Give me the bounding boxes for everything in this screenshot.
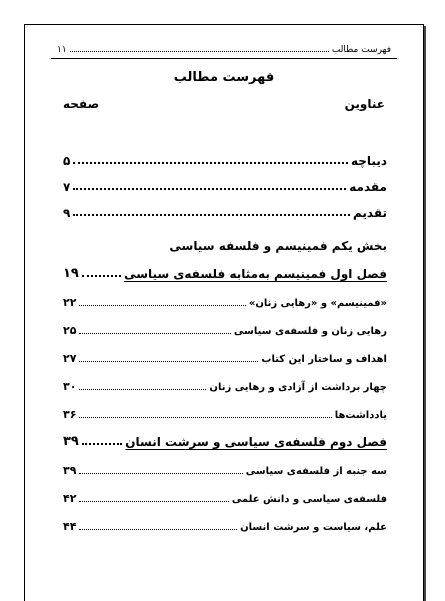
dot-leader	[79, 527, 237, 530]
document-page	[24, 24, 424, 601]
section-page: ۳۰	[63, 380, 77, 393]
toc-section[interactable]	[63, 449, 387, 477]
section-title: یادداشت‌ها	[334, 410, 387, 421]
toc-section[interactable]	[63, 477, 387, 505]
toc-entry-title: تقدیم	[353, 206, 387, 220]
dot-leader	[79, 415, 331, 418]
dot-leader	[73, 186, 346, 190]
section-title: «فمینیسم» و «رهایی زنان»	[248, 298, 387, 309]
toc-section[interactable]	[63, 337, 387, 365]
toc-entry-dedication[interactable]	[63, 194, 387, 220]
section-title: سه جنبه از فلسفه‌ی سیاسی	[245, 466, 387, 477]
section-page: ۴۴	[63, 520, 77, 533]
section-title: اهداف و ساختار این کتاب	[261, 354, 387, 365]
section-title: فلسفه‌ی سیاسی و دانش علمی	[231, 494, 387, 505]
titles-column-heading: عناوین	[344, 97, 385, 111]
toc-entry-page: ۹	[63, 206, 71, 220]
dot-leader	[73, 160, 348, 164]
section-page: ۳۹	[63, 464, 77, 477]
running-head	[57, 39, 391, 55]
section-page: ۲۲	[63, 296, 77, 309]
part-title: بخش یکم فمینیسم و فلسفه سیاسی	[169, 239, 387, 253]
chapter-page: ۳۹	[63, 434, 79, 449]
dot-leader	[82, 441, 122, 445]
toc-entry-page: ۷	[63, 180, 71, 194]
toc-section[interactable]	[63, 365, 387, 393]
section-title: رهایی زنان و فلسفه‌ی سیاسی	[233, 326, 387, 337]
chapter-title: فصل دوم فلسفه‌ی سیاسی و سرشت انسان	[125, 435, 387, 449]
toc-section[interactable]	[63, 505, 387, 533]
toc-column-headings	[63, 97, 385, 115]
section-title: چهار برداشت از آزادی و رهایی زنان	[209, 382, 387, 393]
section-page: ۲۷	[63, 352, 77, 365]
running-head-title: فهرست مطالب	[331, 45, 391, 55]
toc-section[interactable]	[63, 309, 387, 337]
toc-entry-title: مقدمه	[349, 180, 387, 194]
page-column-heading: صفحه	[63, 97, 100, 111]
section-page: ۳۶	[63, 408, 77, 421]
page-number: ۱۱	[57, 45, 67, 55]
dot-leader	[79, 387, 206, 390]
dot-leader	[79, 499, 228, 502]
toc-part-heading	[63, 227, 387, 253]
spacer	[63, 220, 387, 227]
toc-entry-introduction[interactable]	[63, 168, 387, 194]
dot-leader	[79, 359, 258, 362]
dot-leader	[79, 331, 230, 334]
section-page: ۲۵	[63, 324, 77, 337]
header-rule	[51, 58, 397, 59]
dot-leader	[79, 303, 245, 306]
dot-leader	[82, 273, 121, 277]
chapter-title: فصل اول فمینیسم به‌مثابه فلسفه‌ی سیاسی	[124, 267, 387, 281]
running-head-leader	[70, 49, 329, 52]
section-page: ۴۲	[63, 492, 77, 505]
toc-section[interactable]	[63, 393, 387, 421]
toc-chapter-two[interactable]	[63, 421, 387, 449]
toc-entry-preface[interactable]	[63, 142, 387, 168]
toc-chapter-one[interactable]	[63, 253, 387, 281]
toc-entry-page: ۵	[63, 154, 71, 168]
toc-entry-title: دیباچه	[351, 154, 387, 168]
dot-leader	[73, 212, 350, 216]
dot-leader	[79, 471, 242, 474]
toc-section[interactable]	[63, 281, 387, 309]
chapter-page: ۱۹	[63, 266, 79, 281]
section-title: علم، سیاست و سرشت انسان	[240, 522, 387, 533]
toc-entries	[63, 142, 387, 533]
toc-title: فهرست مطالب	[173, 70, 275, 85]
